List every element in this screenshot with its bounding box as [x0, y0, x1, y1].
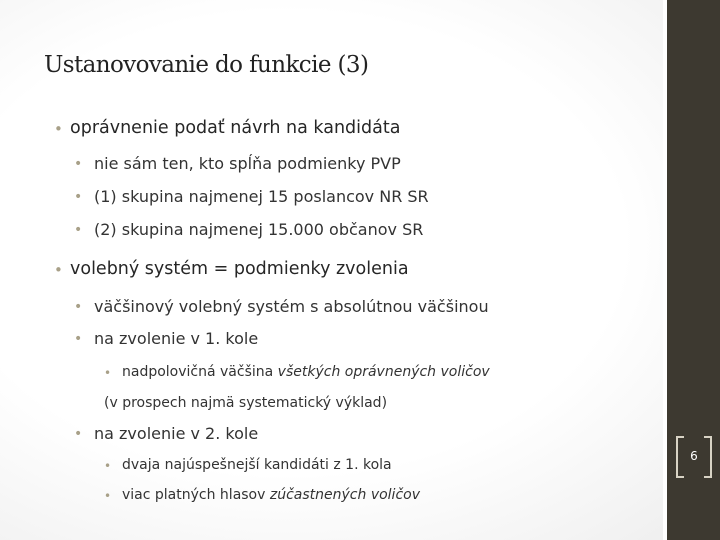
sub-bullet-text: (1) skupina najmenej 15 poslancov NR SR [94, 187, 429, 206]
continuation-text: (v prospech najmä systematický výklad) [104, 395, 388, 411]
detail-text: dvaja najúspešnejší kandidáti z 1. kola [122, 457, 392, 473]
detail-text: viac platných hlasov [122, 487, 270, 503]
bullet-icon: • [54, 120, 63, 138]
bullet-icon: • [54, 261, 63, 279]
sub-bullet-text: na zvolenie v 1. kole [94, 329, 259, 348]
bullet-icon: • [74, 426, 83, 442]
bullet-icon: • [74, 331, 83, 347]
page-number: 6 [690, 449, 698, 463]
bullet-icon: • [74, 156, 83, 172]
slide-title: Ustanovovanie do funkcie (3) [44, 52, 369, 78]
bullet-icon: • [74, 299, 83, 315]
bullet-text: volebný systém = podmienky zvolenia [70, 259, 409, 279]
bullet-icon: • [104, 459, 112, 473]
sub-sub-bullet-text [122, 487, 420, 503]
bullet-icon: • [74, 222, 83, 238]
sub-bullet-text: na zvolenie v 2. kole [94, 424, 259, 443]
bullet-icon: • [74, 189, 83, 205]
sub-bullet-text: väčšinový volebný systém s absolútnou väčšinou [94, 297, 489, 316]
bullet-text: oprávnenie podať návrh na kandidáta [70, 118, 401, 138]
bullet-icon: • [104, 366, 112, 380]
bullet-icon: • [104, 489, 112, 503]
sub-sub-bullet-text [122, 364, 490, 380]
page-number-badge [676, 436, 712, 476]
sub-bullet-text: nie sám ten, kto spĺňa podmienky PVP [94, 154, 401, 173]
sub-bullet-text: (2) skupina najmenej 15.000 občanov SR [94, 220, 424, 239]
sub-sub-bullet-text [122, 457, 392, 473]
detail-italic: zúčastnených voličov [269, 487, 420, 503]
detail-prefix: nadpolovičná väčšina [122, 364, 278, 380]
detail-italic: všetkých oprávnených voličov [277, 364, 490, 380]
